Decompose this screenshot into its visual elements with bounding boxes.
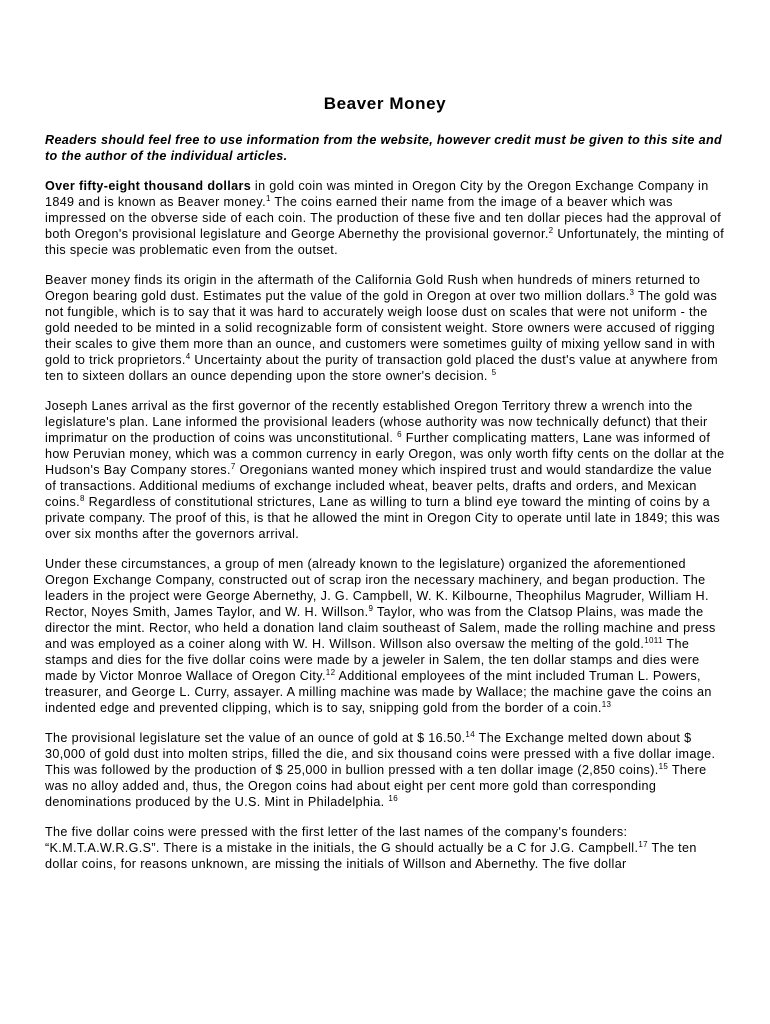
page-title: Beaver Money xyxy=(323,94,447,113)
paragraph-text: Further complicating matters, Lane was informed of how Peruvian money, which was a common currency in early Oregon, was only worth fifty cents on the dollar at the Hudson's Bay Company stores. xyxy=(45,431,725,477)
paragraph-3 xyxy=(45,398,725,542)
lead-phrase: Over fifty-eight thousand dollars xyxy=(45,179,252,193)
paragraph-text: Unfortunately, the minting of this specie was problematic even from the outset. xyxy=(45,227,725,257)
paragraph-text: Under these circumstances, a group of men (already known to the legislature) organized the aforementioned Oregon Exchange Company, constructed out of scrap iron the necessary machinery, and began production. The leaders in the project were George Abernethy, J. G. Campbell, W. K. Kilbourne, Theophilus Magruder, William H. Rector, Noyes Smith, James Taylor, and W. H. Willson. xyxy=(45,557,709,619)
footnote-ref: 5 xyxy=(491,367,497,377)
paragraph-text: The Exchange melted down about $ 30,000 of gold dust into molten strips, filled the die, and six thousand coins were pressed with a five dollar image. This was followed by the production of $ 25,000 in bullion pressed with a ten dollar image (2,850 coins). xyxy=(45,731,716,777)
paragraph-5 xyxy=(45,730,725,810)
footnote-ref: 6 xyxy=(397,429,402,439)
paragraph-text: The provisional legislature set the value of an ounce of gold at $ 16.50. xyxy=(45,731,466,745)
credit-notice: Readers should feel free to use information from the website, however credit must be given to this site and to the author of the individual articles. xyxy=(45,133,723,163)
paragraph-text: The gold was not fungible, which is to say that it was hard to accurately weigh loose dust on scales that were not uniform - the gold needed to be minted in a solid recognizable form of consistent weight. Store owners were accused of rigging their scales to give them more than an ounce, and customers were sometimes guilty of mixing yellow sand in with gold to trick proprietors. xyxy=(45,289,718,367)
paragraph-text: Taylor, who was from the Clatsop Plains, was made the director the mint. Rector, who held a donation land claim southeast of Salem, made the rolling machine and press and was employed as a coiner along with W. H. Willson. Willson also oversaw the melting of the gold. xyxy=(45,605,716,651)
paragraph-text: Joseph Lanes arrival as the first governor of the recently established Oregon Territory threw a wrench into the legislature's plan. Lane informed the provisional leaders (whose authority was now technically defunct) that their imprimatur on the production of coins was unconstitutional. xyxy=(45,399,708,445)
footnote-ref: 8 xyxy=(80,493,85,503)
footnote-ref: 16 xyxy=(388,793,398,803)
footnote-ref: 15 xyxy=(658,761,669,771)
footnote-ref: 3 xyxy=(629,287,635,297)
paragraph-text: in gold coin was minted in Oregon City by the Oregon Exchange Company in 1849 and is known as Beaver money. xyxy=(45,179,709,209)
paragraph-text: Uncertainty about the purity of transaction gold placed the dust's value at anywhere from ten to sixteen dollars an ounce depending upon the store owner's decision. xyxy=(45,353,718,383)
paragraph-text: Beaver money finds its origin in the aftermath of the California Gold Rush when hundreds of miners returned to Oregon bearing gold dust. Estimates put the value of the gold in Oregon at over two million dollars. xyxy=(45,273,701,303)
article-body xyxy=(45,132,725,886)
paragraph-text: The coins earned their name from the image of a beaver which was impressed on the obverse side of each coin. The production of these five and ten dollar pieces had the approval of both Oregon's provisional legislature and George Abernethy the provisional governor. xyxy=(45,195,722,241)
footnote-ref: 4 xyxy=(185,351,191,361)
paragraph-text: Additional employees of the mint included Truman L. Powers, treasurer, and George L. Curry, assayer. A milling machine was made by Wallace; the machine gave the coins an indented edge and prevented clipping, which is to say, snipping gold from the border of a coin. xyxy=(45,669,712,715)
paragraph-text: The stamps and dies for the five dollar coins were made by a jeweler in Salem, the ten dollar stamps and dies were made by Victor Monroe Wallace of Oregon City. xyxy=(45,637,700,683)
footnote-ref: 7 xyxy=(230,461,236,471)
paragraph-text: Oregonians wanted money which inspired trust and would standardize the value of transactions. Additional mediums of exchange included wheat, beaver pelts, drafts and orders, and Mexican coins. xyxy=(45,463,713,509)
footnote-ref: 14 xyxy=(465,729,476,739)
footnote-ref: 1 xyxy=(266,193,271,203)
footnote-ref: 2 xyxy=(548,225,554,235)
footnote-ref: 9 xyxy=(368,603,374,613)
paragraph-6 xyxy=(45,824,725,872)
paragraph-text: The ten dollar coins, for reasons unknown, are missing the initials of Willson and Abernethy. The five dollar xyxy=(45,841,697,871)
paragraph-1 xyxy=(45,178,725,258)
paragraph-4 xyxy=(45,556,725,716)
footnote-ref: 17 xyxy=(638,839,648,849)
footnote-ref: 13 xyxy=(601,699,612,709)
paragraph-text: Regardless of constitutional strictures, Lane as willing to turn a blind eye toward the minting of coins by a private company. The proof of this, is that he allowed the mint in Oregon City to operate until late in 1849; this was over six months after the governors arrival. xyxy=(45,495,721,541)
paragraph-text: The five dollar coins were pressed with the first letter of the last names of the company's founders: “K.M.T.A.W.R.G.S”. There is a mistake in the initials, the G should actually be a C for J.G. Campbell. xyxy=(45,825,639,855)
footnote-ref: 1011 xyxy=(644,635,663,645)
paragraph-text: There was no alloy added and, thus, the Oregon coins had about eight per cent more gold than corresponding denominations produced by the U.S. Mint in Philadelphia. xyxy=(45,763,707,809)
footnote-ref: 12 xyxy=(325,667,336,677)
paragraph-2 xyxy=(45,272,725,384)
